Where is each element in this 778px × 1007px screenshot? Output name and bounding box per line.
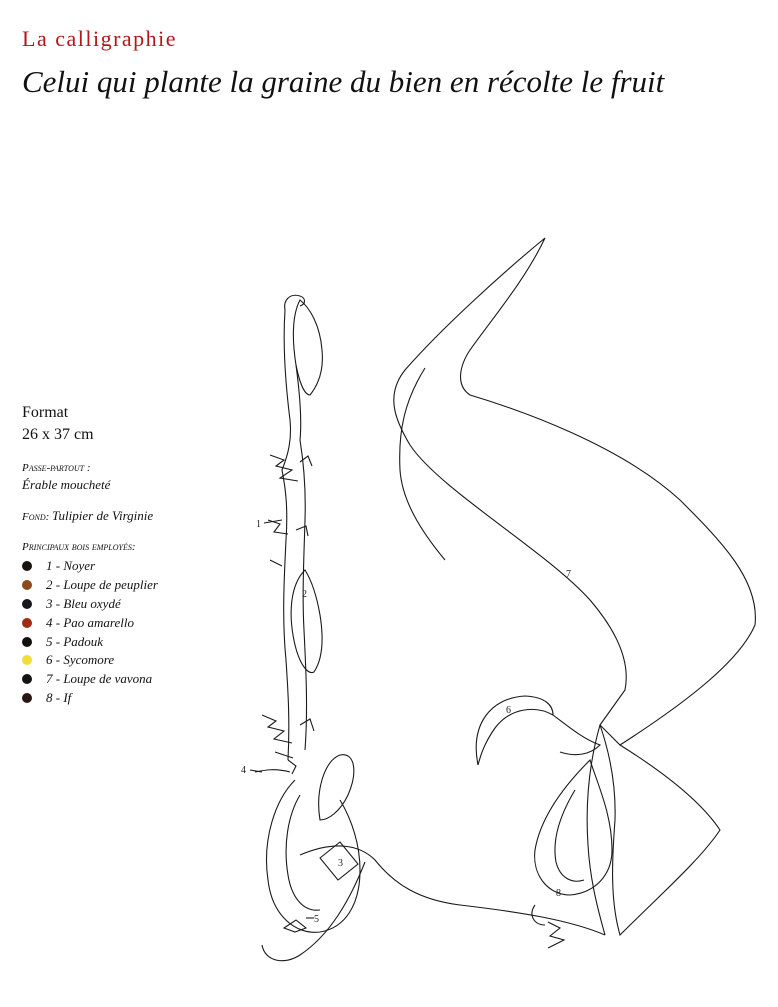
wood-label: 2 - Loupe de peuplier xyxy=(46,577,158,593)
marker-3: 3 xyxy=(338,858,343,869)
stroke-6-tail xyxy=(553,715,600,755)
bottom-bowl-inner xyxy=(286,795,320,910)
marker-2: 2 xyxy=(302,589,307,600)
alif-column-left xyxy=(282,310,291,760)
wood-label: 8 - If xyxy=(46,689,72,705)
stroke-6-crescent xyxy=(476,696,553,765)
marker-7: 7 xyxy=(566,569,571,580)
marker-5: 5 xyxy=(314,914,319,925)
wood-label: 4 - Pao amarello xyxy=(46,614,134,630)
leader-1 xyxy=(264,520,282,523)
format-value: 26 x 37 cm xyxy=(22,426,94,443)
woods-label: Principaux bois employés: xyxy=(22,541,136,553)
alif-top-head xyxy=(285,295,305,310)
stroke-7-outline xyxy=(394,238,756,745)
wood-label: 1 - Noyer xyxy=(46,558,96,574)
stroke-7-descender xyxy=(600,725,720,935)
stroke-8-inner xyxy=(555,790,584,881)
stroke-8-loop xyxy=(535,760,612,895)
marker-1: 1 xyxy=(256,519,261,530)
ornament-upper xyxy=(270,455,312,481)
right-loop xyxy=(319,755,354,820)
page-title: Celui qui plante la graine du bien en récolte le fruit xyxy=(22,64,665,99)
wood-label: 5 - Padouk xyxy=(46,633,104,649)
stroke-shoulder xyxy=(587,725,605,935)
wood-label: 3 - Bleu oxydé xyxy=(46,595,121,611)
marker-4: 4 xyxy=(241,765,246,776)
marker-6: 6 xyxy=(506,705,511,716)
wood-label: 7 - Loupe de vavona xyxy=(46,671,153,687)
alif-column-right xyxy=(296,365,307,750)
stroke-7-inner-fold xyxy=(400,368,445,560)
stroke-2-leaf xyxy=(291,570,322,673)
dot-mark xyxy=(548,922,564,948)
wood-label: 6 - Sycomore xyxy=(46,652,115,668)
fond-label: Fond: xyxy=(22,511,50,523)
fond-value: Tulipier de Virginie xyxy=(52,508,154,523)
marker-8: 8 xyxy=(556,888,561,899)
passe-partout-value: Érable moucheté xyxy=(22,477,111,492)
section-title: La calligraphie xyxy=(22,26,178,51)
format-label: Format xyxy=(22,404,69,421)
passe-partout-label: Passe-partout : xyxy=(22,462,91,474)
ornament-mid xyxy=(268,520,308,566)
